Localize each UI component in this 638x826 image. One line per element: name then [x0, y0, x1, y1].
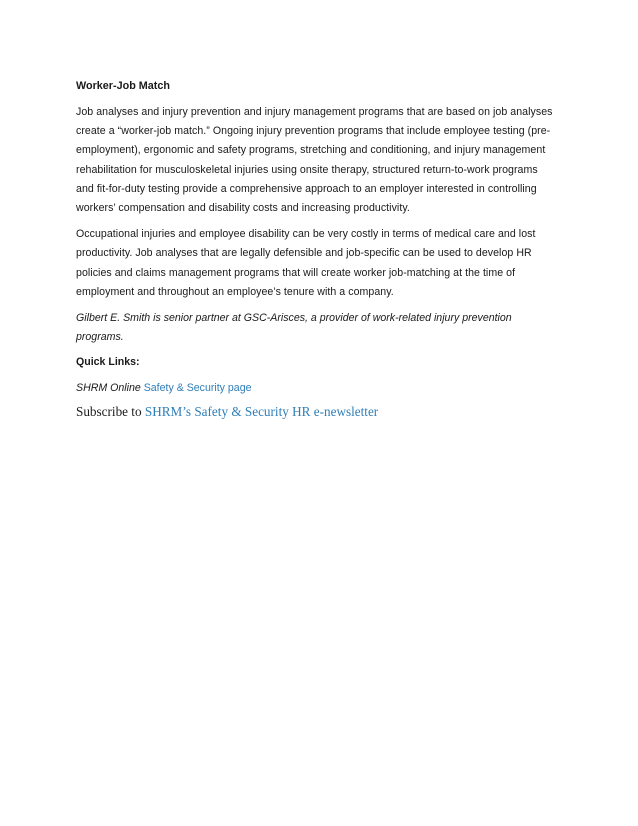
- safety-security-page-link[interactable]: Safety & Security page: [143, 382, 252, 395]
- document-page: [76, 78, 581, 421]
- text-line: workers’ compensation and disability costs and increasing productivity.: [76, 202, 410, 215]
- text-line: employment and throughout an employee’s tenure with a company.: [76, 285, 394, 298]
- text-line: policies and claims management programs that will create worker job-matching at the time of: [76, 266, 516, 279]
- text-line: rehabilitation for musculoskeletal injuries using onsite therapy, structured return-to-work programs: [76, 163, 538, 176]
- text-line: Job analyses and injury prevention and injury management programs that are based on job analyses: [76, 106, 553, 118]
- quick-links-heading: Quick Links:: [76, 356, 140, 369]
- shrm-online-label: SHRM Online: [76, 382, 141, 395]
- author-byline: [76, 309, 581, 346]
- subscribe-row: [76, 403, 581, 421]
- text-line: create a “worker-job match.” Ongoing injury prevention programs that include employee testing (pre-: [76, 125, 551, 138]
- byline-line: Gilbert E. Smith is senior partner at GSC-Arisces, a provider of work-related injury prevention: [76, 312, 512, 325]
- shrm-online-row: [76, 380, 581, 396]
- text-line: Occupational injuries and employee disability can be very costly in terms of medical care and lost: [76, 228, 536, 241]
- text-line: and fit-for-duty testing provide a comprehensive approach to an employer interested in controlling: [76, 182, 537, 195]
- section-heading: Worker-Job Match: [76, 80, 170, 92]
- text-line: productivity. Job analyses that are legally defensible and job-specific can be used to develop HR: [76, 247, 532, 260]
- text-line: employment), ergonomic and safety programs, stretching and conditioning, and injury management: [76, 144, 546, 157]
- newsletter-subscribe-link[interactable]: SHRM’s Safety & Security HR e-newsletter: [144, 404, 379, 420]
- subscribe-label: Subscribe to: [76, 404, 145, 420]
- paragraph-occupational-injuries: [76, 225, 581, 302]
- paragraph-worker-job-match: [76, 103, 581, 218]
- byline-line: programs.: [76, 330, 124, 343]
